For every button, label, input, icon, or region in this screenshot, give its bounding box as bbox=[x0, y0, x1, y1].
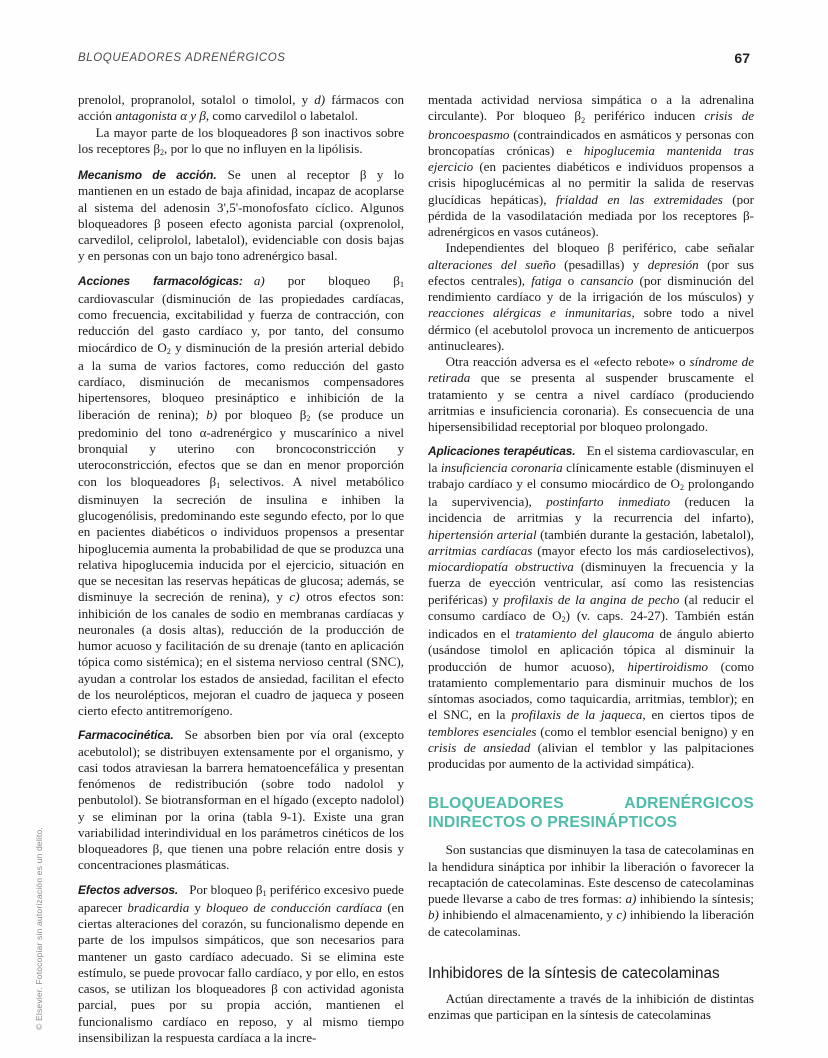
text-run: otros efectos son: inhibición de los canales de sodio en membranas cardíacas y neuronales (a dosis altas), reducción de la producción de humor acuoso y facilitación de su drenaje (tanto en aplicación tópica como sistémica); en el sistema nervioso central (SNC), ayudan a controlar los estados de ansiedad, facilitan el efecto de los neurolépticos, mejoran el cuadro de jaqueca y poseen cierto efecto antitremorígeno. bbox=[78, 589, 404, 718]
text-run: Son sustancias que disminuyen la tasa de catecolaminas en la hendidura sináptica por inhibir la liberación o favorecer la recaptación de catecolaminas. Este descenso de catecolaminas puede llevarse a cabo de tres formas: bbox=[428, 842, 754, 906]
paragraph-aplicaciones bbox=[428, 443, 754, 772]
page-number: 67 bbox=[734, 50, 750, 66]
text-italic: hipertiroidismo bbox=[627, 658, 709, 674]
text-italic: postinfarto inmediato bbox=[546, 494, 671, 509]
text-italic: miocardiopatía obstructiva bbox=[428, 559, 574, 574]
text-italic: c) bbox=[289, 589, 300, 605]
text-run: La mayor parte de los bloqueadores β son inactivos sobre los receptores β bbox=[78, 124, 404, 156]
paragraph-spacer bbox=[78, 159, 404, 167]
running-head bbox=[78, 50, 750, 70]
text-run: (como tratamiento complementario para disminuir muchos de los síntomas asociados, como taquicardia, arritmias, temblor); en el SNC, en la bbox=[428, 658, 755, 723]
paragraph-spacer bbox=[78, 874, 404, 882]
text-run: (contraindicados en asmáticos y personas con broncopatías crónicas) e bbox=[428, 126, 754, 158]
paragraph bbox=[78, 125, 404, 160]
text-run: periférico inducen bbox=[585, 108, 705, 124]
text-run: por bloqueo β bbox=[217, 406, 307, 422]
subscript: 2 bbox=[679, 483, 685, 493]
text-run: (al reducir el consumo cardíaco de O bbox=[428, 591, 754, 623]
text-italic: depresión bbox=[647, 256, 699, 272]
text-run: Por bloqueo β bbox=[189, 881, 263, 897]
text-run: Otra reacción adversa es el «efecto rebote» o bbox=[445, 354, 690, 369]
run-in-heading-efectos: Efectos adversos. bbox=[78, 882, 179, 897]
text-run: (disminuyen la frecuencia y la fuerza de eyección ventricular, así como las resistencias periféricas) y bbox=[428, 559, 754, 607]
text-italic: c) bbox=[616, 907, 627, 923]
running-head-title: BLOQUEADORES ADRENÉRGICOS bbox=[78, 52, 286, 64]
text-italic: antagonista α y β, bbox=[115, 108, 210, 124]
paragraph-continuation bbox=[78, 92, 404, 125]
text-run: (se produce un predominio del tono α-adrenérgico y muscarínico a nivel bronquial y uterino con broncoconstricción y uteroconstricción, efectos que se dan en menor proporción con los bloqueadores β bbox=[78, 406, 404, 489]
text-italic: profilaxis de la jaqueca, bbox=[511, 707, 646, 723]
right-column bbox=[428, 92, 754, 1037]
text-run: , por lo que no influyen en la lipólisis. bbox=[164, 140, 363, 156]
text-run: clínicamente estable (disminuyen el trabajo cardíaco y el consumo miocárdico de O bbox=[428, 459, 755, 491]
text-italic: d) bbox=[314, 92, 326, 107]
text-run: o bbox=[561, 272, 581, 288]
paragraph-spacer bbox=[78, 719, 404, 727]
text-run: (también durante la gestación, labetalol), bbox=[536, 526, 755, 542]
text-italic: crisis de broncoespasmo bbox=[428, 108, 755, 142]
text-run: fármacos con acción bbox=[78, 92, 404, 124]
text-italic: bradicardia bbox=[127, 899, 190, 915]
text-run: y bbox=[189, 899, 207, 915]
paragraph-efectos-adversos bbox=[78, 882, 404, 1047]
run-in-heading-farmacocinetica: Farmacocinética. bbox=[78, 728, 174, 743]
text-italic: insuficiencia coronaria bbox=[440, 459, 563, 475]
text-run: en ciertos tipos de bbox=[645, 707, 754, 723]
text-italic: hipoglucemia mantenida tras ejercicio bbox=[428, 142, 754, 174]
text-italic: fatiga bbox=[531, 272, 562, 288]
paragraph-inhibidores bbox=[428, 991, 754, 1024]
text-run: (como el temblor esencial benigno) y en bbox=[536, 723, 754, 739]
text-run: Independientes del bloqueo β periférico, cabe señalar bbox=[445, 240, 754, 256]
subscript: 1 bbox=[216, 481, 221, 491]
text-run: que se presenta al suspender bruscamente el tratamiento y se centra a nivel cardíaco (produciendo arritmias e insuficiencia coronaria). Es consecuencia de una hipersensibilidad receptorial por bloqueo prolongado. bbox=[428, 370, 754, 434]
text-italic: b) bbox=[428, 907, 439, 923]
text-italic: síndrome de retirada bbox=[428, 354, 754, 386]
text-italic: arritmias cardíacas bbox=[428, 542, 533, 558]
run-in-heading-aplicaciones: Aplicaciones terapéuticas. bbox=[428, 444, 576, 459]
text-italic: tratamiento del glaucoma bbox=[515, 626, 655, 641]
text-run: (alivian el temblor y las palpitaciones producidas por aumento de la actividad simpática). bbox=[428, 739, 754, 771]
paragraph-spacer bbox=[428, 435, 754, 443]
text-run: y disminución de la presión arterial debido a la suma de varios factores, como reducción del gasto cardíaco, disminución de mecanismos compensadores hipertensores, bloqueo presináptico e inhibición de la liberación de renina); bbox=[78, 339, 405, 422]
text-run: (en pacientes diabéticos e individuos propensos a crisis hipoglucémicas al no permitir la salida de reservas glucídicas hepáticas), bbox=[428, 159, 754, 207]
subscript: 2 bbox=[160, 148, 165, 158]
text-run: (por disminución del rendimiento cardíaco y de la irrigación de los músculos) y bbox=[428, 272, 755, 304]
text-italic: temblores esenciales bbox=[428, 723, 537, 739]
text-run: (en ciertas alteraciones del corazón, su funcionalismo depende en parte de los impulsos simpáticos, que son necesarios para mantener un gasto cardíaco adecuado. Si se elimina este estímulo, se puede provocar fallo cardíaco, y por ello, en estos casos, se utilizan los bloqueadores β con actividad agonista parcial, pues por su propia acción, mantienen el funcionalismo cardíaco en reposo, y al mismo tiempo insensibilizan la respuesta cardíaca a la incre- bbox=[78, 899, 404, 1045]
text-run: por bloqueo β bbox=[264, 272, 400, 288]
text-italic: hipertensión arterial bbox=[428, 526, 537, 542]
text-run: sobre todo a nivel dérmico (el acebutolol provoca un incremento de anticuerpos antinucleares). bbox=[428, 305, 754, 353]
text-italic: b) bbox=[206, 406, 218, 422]
text-run: inhibiendo la liberación de catecolaminas. bbox=[428, 907, 754, 939]
text-run: (por sus efectos centrales), bbox=[428, 256, 754, 288]
text-italic: a) bbox=[253, 272, 265, 288]
text-run: (por pérdida de la vasodilatación mediada por los receptores β-adrenérgicos en vasos cutáneos). bbox=[428, 191, 755, 239]
paragraph-independientes bbox=[428, 240, 754, 354]
subscript: 1 bbox=[262, 889, 267, 899]
paragraph-spacer bbox=[78, 265, 404, 273]
paragraph-efecto-rebote bbox=[428, 354, 754, 435]
paragraph-mechanism bbox=[78, 167, 404, 265]
paragraph-indirectos bbox=[428, 842, 754, 940]
text-italic: profilaxis de la angina de pecho bbox=[503, 591, 680, 607]
text-run: (mayor efecto los más cardioselectivos), bbox=[532, 542, 754, 558]
body-columns bbox=[78, 92, 755, 1045]
subscript: 2 bbox=[581, 115, 586, 125]
text-run: En el sistema cardiovascular, en la bbox=[428, 443, 754, 475]
text-run: Se unen al receptor β y lo mantienen en un estado de baja afinidad, incapaz de acoplarse al sistema del adenosin 3',5'-monofosfato cíclico. Algunos bloqueadores β poseen efecto agonista parcial (oxprenolol, carvedilol, celiprolol, labetalol), evidenciable con dosis bajas y en personas con un bajo tono adrenérgico basal. bbox=[78, 167, 405, 264]
text-run: inhibiendo el almacenamiento, y bbox=[438, 907, 617, 923]
text-italic: reacciones alérgicas e inmunitarias, bbox=[428, 305, 635, 321]
text-italic: alteraciones del sueño bbox=[428, 256, 556, 272]
copyright-notice: © Elsevier. Fotocopiar sin autorización es un delito. bbox=[34, 827, 44, 1030]
text-run: prenolol, propranolol, sotalol o timolol, y bbox=[78, 92, 315, 107]
text-italic: a) bbox=[625, 891, 637, 906]
left-column bbox=[78, 92, 405, 1045]
text-italic: frialdad en las extremidades bbox=[555, 191, 723, 207]
text-run: Se absorben bien por vía oral (excepto acebutolol); se distribuyen extensamente por el organismo, y casi todos atraviesan la barrera hematoencefálica y presentan fenómenos de redistribución (sobre todo nadolol y penbutolol). Se biotransforman en el hígado (excepto nadolol) y se eliminan por la orina (tabla 9-1). Existe una gran variabilidad interindividual en los parámetros cinéticos de los bloqueadores β, que tienen una pobre relación entre dosis y concentraciones plasmáticas. bbox=[78, 727, 404, 873]
text-run: selectivos. A nivel metabólico disminuyen la secreción de insulina e inhiben la glucogenólisis, predominando este segundo efecto, por lo que en pacientes diabéticos o individuos propensos a presentar hipoglucemia aumenta la probabilidad de que se produzca una relativa hipoglucemia inducida por el ejercicio, situación en que se necesitan las reservas hepáticas de glucosa; además, se disminuye la secreción de renina), y bbox=[78, 473, 404, 605]
text-run: Actúan directamente a través de la inhibición de distintas enzimas que participan en la síntesis de catecolaminas bbox=[428, 990, 754, 1022]
subscript: 2 bbox=[561, 615, 566, 625]
paragraph-farmacocinetica bbox=[78, 727, 404, 873]
text-run: como carvedilol o labetalol. bbox=[209, 108, 359, 124]
text-italic: bloqueo de conducción cardíaca bbox=[206, 899, 383, 915]
text-run: (pesadillas) y bbox=[555, 256, 648, 272]
text-run: cardiovascular (disminución de las propiedades cardíacas, como frecuencia, excitabilidad y fuerza de contracción, con reducción del gasto cardíaco y, por tanto, del consumo miocárdico de O bbox=[78, 290, 404, 355]
text-run: prolongando la supervivencia), bbox=[428, 475, 754, 509]
text-run: (reducen la incidencia de arritmias y la recurrencia del infarto), bbox=[428, 494, 754, 526]
section-heading: BLOQUEADORES ADRENÉRGICOS INDIRECTOS O PRESINÁPTICOS bbox=[428, 795, 754, 832]
text-run: mentada actividad nerviosa simpática o a la adrenalina circulante). Por bloqueo β bbox=[428, 92, 754, 124]
paragraph-acciones bbox=[78, 273, 404, 720]
subsection-heading: Inhibidores de la síntesis de catecolaminas bbox=[428, 964, 720, 982]
text-italic: crisis de ansiedad bbox=[428, 739, 531, 755]
subscript: 1 bbox=[399, 280, 404, 290]
subscript: 2 bbox=[166, 347, 171, 357]
subscript: 2 bbox=[306, 414, 311, 424]
text-run: periférico excesivo puede aparecer bbox=[78, 881, 404, 915]
run-in-heading-mecanismo: Mecanismo de acción. bbox=[78, 168, 217, 182]
text-run: ) (v. caps. 24-27). También están indicados en el bbox=[428, 607, 755, 641]
text-run: inhibiendo la síntesis; bbox=[636, 891, 754, 906]
run-in-heading-acciones: Acciones farmacológicas: bbox=[78, 273, 243, 288]
text-run: de ángulo abierto (usándose timolol en aplicación tópica al disminuir la producción de humor acuoso), bbox=[428, 626, 754, 674]
text-italic: cansancio bbox=[580, 272, 634, 288]
paragraph-continuation bbox=[428, 92, 754, 240]
